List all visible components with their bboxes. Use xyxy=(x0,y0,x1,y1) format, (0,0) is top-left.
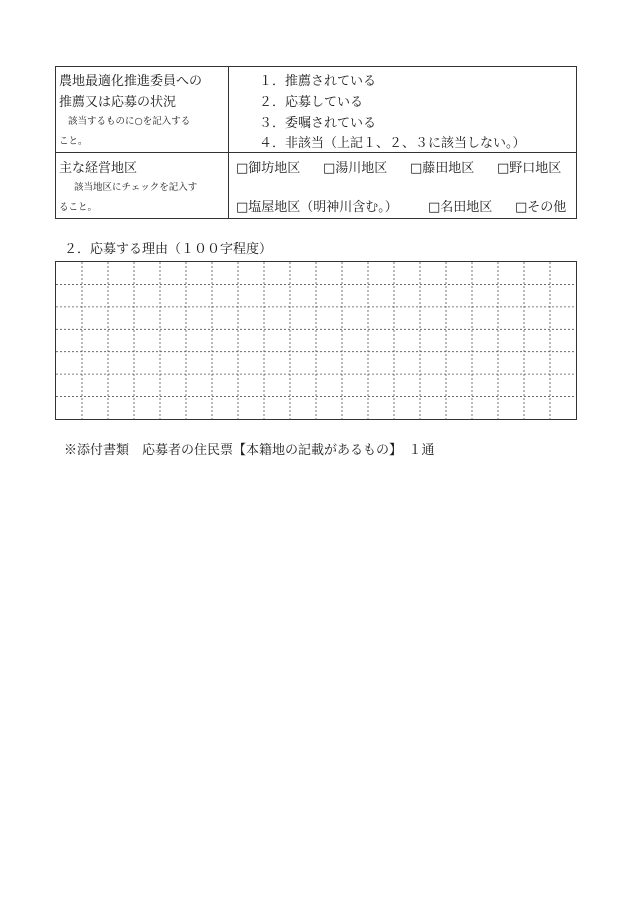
district-note-line2: ること。 xyxy=(59,202,98,213)
table-row-divider xyxy=(56,152,576,153)
application-status-table xyxy=(55,66,577,219)
district-checkbox-shioya[interactable]: □塩屋地区（明神川含む。） xyxy=(236,200,398,215)
reason-section-title: ２．応募する理由（１００字程度） xyxy=(64,242,273,257)
district-note-line1: 該当地区にチェックを記入す xyxy=(74,182,198,193)
district-checkbox-noguchi[interactable]: □野口地区 xyxy=(497,161,562,176)
recommendation-option[interactable]: ４．非該当（上記１、２、３に該当しない。） xyxy=(259,136,526,151)
recommendation-option[interactable]: ３．委嘱されている xyxy=(259,116,377,131)
district-checkbox-gobo[interactable]: □御坊地区 xyxy=(236,161,301,176)
recommendation-option[interactable]: ２．応募している xyxy=(259,95,364,110)
district-checkbox-other[interactable]: □その他 xyxy=(515,200,567,215)
reason-writing-grid[interactable] xyxy=(55,261,577,420)
recommendation-note-line1: 該当するものに○を記入する xyxy=(68,116,191,127)
recommendation-label-line1: 農地最適化推進委員への xyxy=(59,74,203,89)
district-checkbox-fujita[interactable]: □藤田地区 xyxy=(410,161,475,176)
attachment-note: ※添付書類 応募者の住民票【本籍地の記載があるもの】 １通 xyxy=(64,443,435,458)
table-column-divider xyxy=(228,67,229,218)
reason-grid-lines xyxy=(56,262,576,419)
recommendation-option[interactable]: １．推薦されている xyxy=(259,74,377,89)
district-checkbox-nada[interactable]: □名田地区 xyxy=(428,200,493,215)
recommendation-label-line2: 推薦又は応募の状況 xyxy=(59,95,177,110)
district-label: 主な経営地区 xyxy=(59,161,138,176)
district-checkbox-yukawa[interactable]: □湯川地区 xyxy=(323,161,388,176)
recommendation-note-line2: こと。 xyxy=(59,136,88,147)
